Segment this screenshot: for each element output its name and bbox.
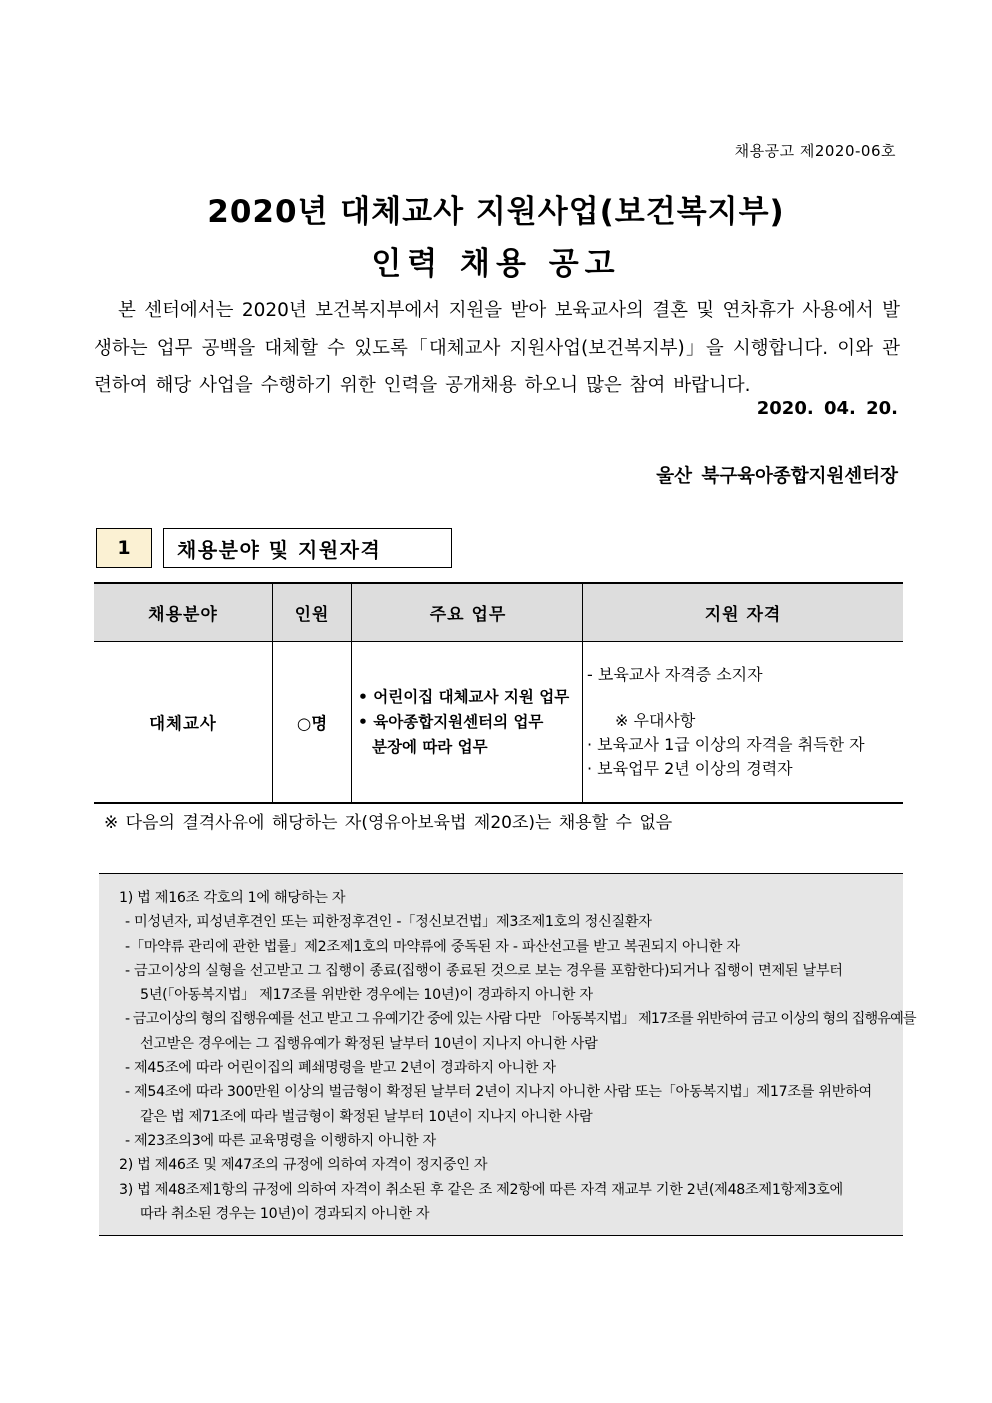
section-number: 1 (96, 528, 152, 568)
document-title: 2020년 대체교사 지원사업(보건복지부) (207, 194, 785, 230)
list-item: 3) 법 제48조제1항의 규정에 의하여 자격이 취소된 후 같은 조 제2항에 따른 자격 재교부 기한 2년(제48조제1항제3호에 (119, 1181, 843, 1198)
preference-title: ※ 우대사항 (615, 711, 696, 730)
list-item: 1) 법 제16조 각호의 1에 해당하는 자 (119, 890, 346, 906)
notice-number: 채용공고 제2020-06호 (734, 142, 896, 160)
table-header-row (94, 583, 903, 642)
list-item: - 제23조의3에 따른 교육명령을 이행하지 아니한 자 (125, 1132, 436, 1149)
list-item: - 금고이상의 실형을 선고받고 그 집행이 종료(집행이 종료된 것으로 보는 경우를 포함한다)되거나 집행이 면제된 날부터 (125, 962, 843, 979)
list-item: - 제45조에 따라 어린이집의 폐쇄명령을 받고 2년이 경과하지 아니한 자 (125, 1060, 556, 1077)
cell-duties (352, 642, 583, 804)
list-item: 선고받은 경우에는 그 집행유예가 확정된 날부터 10년이 지나지 아니한 사람 (140, 1035, 598, 1052)
preference-item: · 보육업무 2년 이상의 경력자 (587, 759, 793, 778)
header-field: 채용분야 (94, 583, 273, 642)
header-count: 인원 (273, 583, 352, 642)
disqualification-note: ※ 다음의 결격사유에 해당하는 자(영유아보육법 제20조)는 채용할 수 없음 (104, 813, 673, 833)
list-item: -「마약류 관리에 관한 법률」제2조제1호의 마약류에 중독된 자 - 파산선고를 받고 복권되지 아니한 자 (125, 938, 740, 955)
recruitment-table (94, 582, 903, 804)
section-title: 채용분야 및 지원자격 (163, 528, 452, 568)
cell-qualification (583, 642, 904, 804)
table-row (94, 642, 903, 804)
document-subtitle: 인력 채용 공고 (371, 246, 621, 282)
list-item: 5년(「아동복지법」 제17조를 위반한 경우에는 10년)이 경과하지 아니한 자 (140, 987, 593, 1004)
list-item: 따라 취소된 경우는 10년)이 경과되지 아니한 자 (140, 1205, 430, 1222)
list-item: - 금고이상의 형의 집행유예를 선고 받고 그 유예기간 중에 있는 사람 다만 「아동복지법」 제17조를 위반하여 금고 이상의 형의 집행유예를 (125, 1011, 916, 1028)
organization-name: 울산 북구육아종합지원센터장 (656, 466, 898, 487)
header-duties: 주요 업무 (352, 583, 583, 642)
duty-item: 분장에 따라 업무 (372, 737, 488, 756)
qualification-item: - 보육교사 자격증 소지자 (587, 665, 763, 684)
list-item: - 미성년자, 피성년후견인 또는 피한정후견인 -「정신보건법」제3조제1호의 정신질환자 (125, 914, 652, 931)
cell-field: 대체교사 (94, 642, 273, 804)
duty-item: • 어린이집 대체교사 지원 업무 (358, 687, 570, 706)
header-qualification: 지원 자격 (583, 583, 904, 642)
list-item: - 제54조에 따라 300만원 이상의 벌금형이 확정된 날부터 2년이 지나지 아니한 사람 또는「아동복지법」제17조를 위반하여 (125, 1084, 872, 1101)
cell-count: ○명 (273, 642, 352, 804)
notice-date: 2020. 04. 20. (756, 398, 898, 419)
list-item: 2) 법 제46조 및 제47조의 규정에 의하여 자격이 정지중인 자 (119, 1157, 488, 1174)
intro-paragraph: 본 센터에서는 2020년 보건복지부에서 지원을 받아 보육교사의 결혼 및 연차휴가 사용에서 발생하는 업무 공백을 대체할 수 있도록「대체교사 지원사업(보건복지부)」을 시행합니다. 이와 관련하여 해당 사업을 수행하기 위한 인력을 공개채용 하오니 많은 참여 바랍니다. (94, 300, 900, 396)
list-item: 같은 법 제71조에 따라 벌금형이 확정된 날부터 10년이 지나지 아니한 사람 (140, 1108, 593, 1125)
duty-item: • 육아종합지원센터의 업무 (358, 712, 544, 731)
preference-item: · 보육교사 1급 이상의 자격을 취득한 자 (587, 735, 865, 754)
disqualification-box (99, 873, 916, 1236)
